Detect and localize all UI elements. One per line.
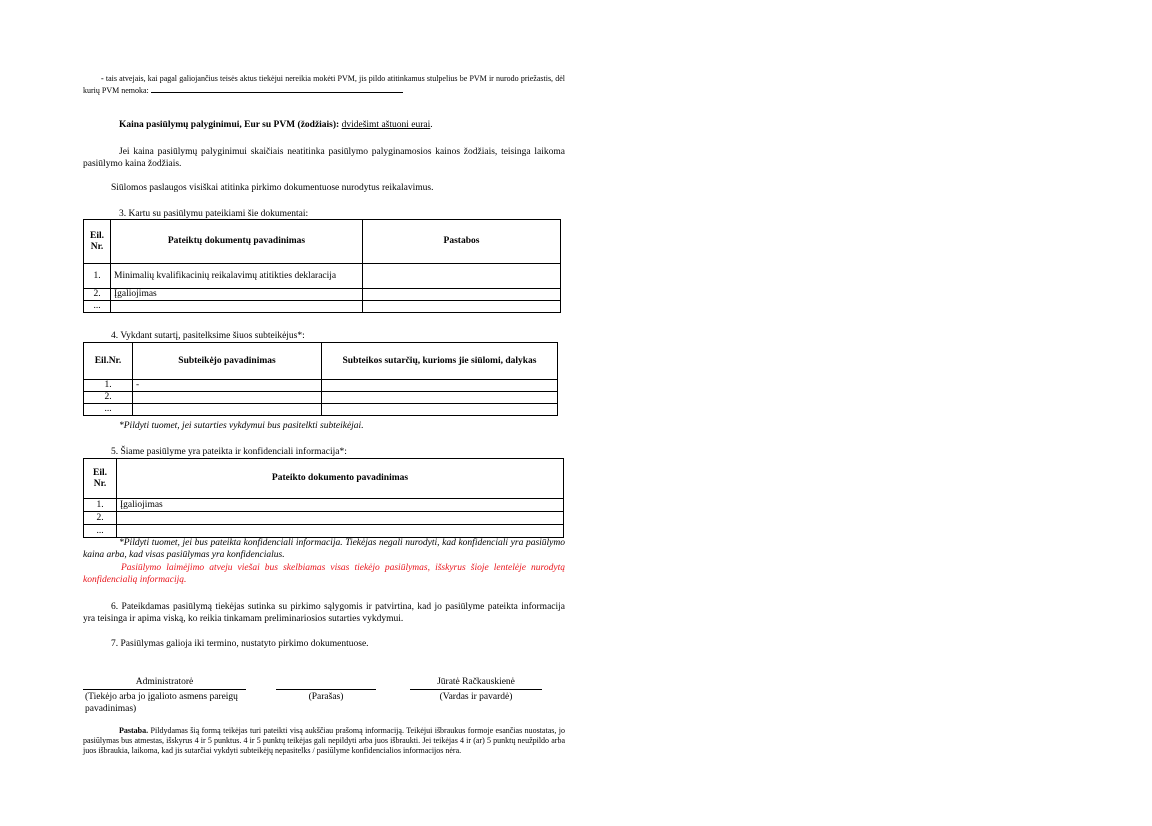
row-number: 2. [84, 289, 111, 301]
services-note: Siūlomos paslaugos visiškai atitinka pirkimo dokumentuose nurodytus reikalavimus. [111, 183, 434, 193]
price-end: . [430, 120, 433, 130]
col-header: Eil. Nr. [84, 459, 117, 499]
table-row [84, 404, 558, 416]
subcontractor-name-cell[interactable] [133, 404, 322, 416]
table-row [84, 525, 564, 538]
pvm-note-text: tais atvejais, kai pagal galiojančius teisės aktus tiekėjui nereikia mokėti PVM, jis pildo atitinkamus stulpelius be PVM ir nurodo priežastis, dėl kurių PVM nemoka: [83, 74, 566, 95]
pvm-note-bullet: - [101, 74, 104, 83]
signature-line[interactable] [276, 689, 376, 690]
final-note-text: Pildydamas šią formą teikėjas turi pateikti visą aukščiau prašomą informaciją. Teikėjui išbraukus formoje esančias nuostatas, jo pasiūlymas bus atmestas, išskyrus 4 ir 5 punktus. 4 ir 5 punktų teikėjas gali nepildyti arba juos išbraukti. Jei teikėjas 4 ir (ar) 5 punktų neužpildo arba juos išbraukia, laikoma, kad jis sutarčiai vykdyti subteikėjų nepasitelks / pasiūlyme konfidencialios informacijos nėra. [83, 726, 566, 755]
confidential-doc-cell[interactable] [117, 512, 564, 525]
name-line [410, 689, 542, 690]
section5-red-note: Pasiūlymo laimėjimo atveju viešai bus skelbiamas visas tiekėjo pasiūlymas, išskyrus šioje lentelėje nurodytą konfidencialią informaciją. [83, 563, 565, 585]
row-number: ... [84, 301, 111, 313]
table-row [84, 289, 561, 301]
col-header: Eil.Nr. [84, 343, 133, 380]
subcontract-subject-cell[interactable] [322, 392, 558, 404]
signature-caption: (Parašas) [308, 692, 344, 702]
position-caption: (Tiekėjo arba jo įgalioto asmens pareigų pavadinimas) [85, 692, 238, 714]
col-header: Eil. Nr. [84, 220, 111, 264]
section4-heading: 4. Vykdant sutartį, pasitelksime šiuos subteikėjus*: [111, 331, 305, 341]
pvm-reason-blank[interactable] [151, 84, 403, 93]
position-value[interactable]: Administratorė [135, 677, 194, 687]
subcontractors-table [83, 342, 558, 416]
doc-name-cell[interactable]: Minimalių kvalifikacinių reikalavimų atitikties deklaracija [111, 264, 363, 289]
confidential-doc-cell[interactable] [117, 525, 564, 538]
pvm-note [83, 74, 565, 96]
doc-name-cell[interactable]: Įgaliojimas [111, 289, 363, 301]
col-header: Pateiktų dokumentų pavadinimas [111, 220, 363, 264]
section5-footnote: *Pildyti tuomet, jei bus pateikta konfidenciali informacija. Tiekėjas negali nurodyti, kad konfidenciali yra pasiūlymo kaina arba, kad visas pasiūlymas yra konfidencialus. [83, 538, 565, 560]
confidential-doc-cell[interactable]: Įgaliojimas [117, 499, 564, 512]
section6-text: 6. Pateikdamas pasiūlymą tiekėjas sutinka su pirkimo sąlygomis ir patvirtina, kad jo pasiūlyme pateikta informacija yra teisinga ir apima viską, ko reikia tinkamam preliminariosios sutarties vykdymui. [83, 602, 565, 624]
name-caption: (Vardas ir pavardė) [439, 692, 513, 702]
row-number: ... [84, 525, 117, 538]
col-header: Pateikto dokumento pavadinimas [117, 459, 564, 499]
row-number: 1. [84, 380, 133, 392]
documents-table [83, 219, 561, 313]
col-header: Pastabos [363, 220, 561, 264]
row-number: 2. [84, 392, 133, 404]
section4-footnote: *Pildyti tuomet, jei sutarties vykdymui bus pasitelkti subteikėjai. [119, 421, 364, 431]
subcontractor-name-cell[interactable]: - [133, 380, 322, 392]
subcontractor-name-cell[interactable] [133, 392, 322, 404]
section3-heading: 3. Kartu su pasiūlymu pateikiami šie dokumentai: [119, 209, 309, 219]
remarks-cell[interactable] [363, 301, 561, 313]
col-header: Subteikėjo pavadinimas [133, 343, 322, 380]
table-row [84, 499, 564, 512]
section7-text: 7. Pasiūlymas galioja iki termino, nustatyto pirkimo dokumentuose. [111, 639, 369, 649]
row-number: 2. [84, 512, 117, 525]
final-note [83, 726, 565, 756]
subcontract-subject-cell[interactable] [322, 380, 558, 392]
doc-name-cell[interactable] [111, 301, 363, 313]
price-note: Jei kaina pasiūlymų palyginimui skaičiais neatitinka pasiūlymo palyginamosios kainos žodžiais, teisinga laikoma pasiūlymo kaina žodžiais. [83, 147, 565, 169]
subcontract-subject-cell[interactable] [322, 404, 558, 416]
price-line [119, 119, 565, 131]
section5-heading: 5. Šiame pasiūlyme yra pateikta ir konfidenciali informacija*: [111, 447, 347, 457]
position-line [83, 689, 246, 690]
table-row [84, 512, 564, 525]
name-value[interactable]: Jūratė Račkauskienė [437, 677, 515, 687]
row-number: 1. [84, 264, 111, 289]
remarks-cell[interactable] [363, 289, 561, 301]
price-label: Kaina pasiūlymų palyginimui, Eur su PVM (žodžiais): [119, 120, 340, 130]
price-value: dvidešimt aštuoni eurai [341, 120, 431, 130]
confidential-table [83, 458, 564, 538]
table-row [84, 392, 558, 404]
table-row [84, 301, 561, 313]
row-number: ... [84, 404, 133, 416]
table-row [84, 264, 561, 289]
row-number: 1. [84, 499, 117, 512]
final-note-label: Pastaba. [119, 726, 149, 735]
table-row [84, 380, 558, 392]
remarks-cell[interactable] [363, 264, 561, 289]
col-header: Subteikos sutarčių, kurioms jie siūlomi, dalykas [322, 343, 558, 380]
